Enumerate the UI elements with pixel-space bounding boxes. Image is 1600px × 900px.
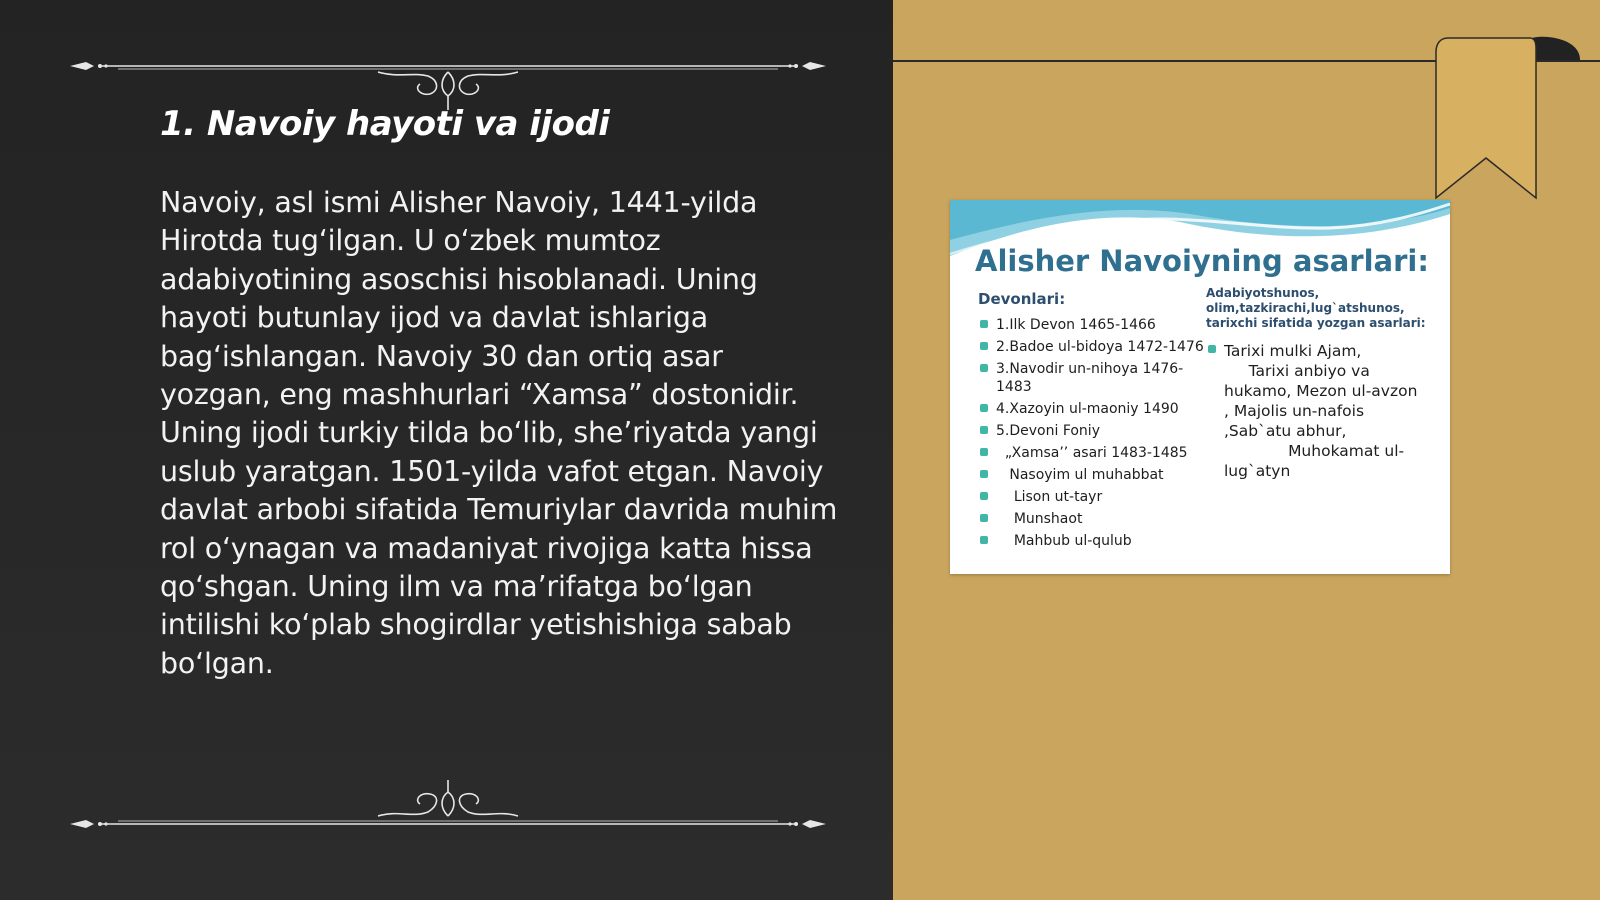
list-item: „Xamsa’’ asari 1483-1485 — [978, 444, 1208, 462]
list-item: Nasoyim ul muhabbat — [978, 466, 1208, 484]
bullet-icon — [1208, 345, 1216, 353]
devonlar-column — [978, 290, 1208, 554]
bullet-icon — [980, 426, 988, 434]
list-item: 3.Navodir un-nihoya 1476-1483 — [978, 360, 1208, 396]
list-item: Mahbub ul-qulub — [978, 532, 1208, 550]
slide-body-text: Navoiy, asl ismi Alisher Navoiy, 1441-yilda Hirotda tug‘ilgan. U o‘zbek mumtoz adabiyotining asoschisi hisoblanadi. Uning hayoti butunlay ijod va davlat ishlariga bag‘ishlangan. Navoiy 30 dan ortiq asar yozgan, eng mashhurlari “Xamsa” dostonidir. Uning ijodi turkiy tilda bo‘lib, she’riyatda yangi uslub yaratgan. 1501-yilda vafot etgan. Navoiy davlat arbobi sifatida Temuriylar davrida muhim rol o‘ynagan va madaniyat rivojiga katta hissa qo‘shgan. Uning ilm va ma’rifatga bo‘lgan intilishi ko‘plab shogirdlar yetishishiga sabab bo‘lgan. — [160, 186, 838, 680]
list-item: 5.Devoni Foniy — [978, 422, 1208, 440]
list-item: Lison ut-tayr — [978, 488, 1208, 506]
bullet-icon — [980, 492, 988, 500]
bullet-icon — [980, 448, 988, 456]
scholarly-works-text: Tarixi mulki Ajam, Tarixi anbiyo va hukamo, Mezon ul-avzon , Majolis un-nafois ,Sab`atu abhur, Muhokamat ul-lug`atyn — [1206, 341, 1434, 481]
bullet-icon — [980, 470, 988, 478]
list-item: 1.Ilk Devon 1465-1466 — [978, 316, 1208, 334]
navoiy-works-slide-image — [950, 200, 1450, 574]
list-item: 2.Badoe ul-bidoya 1472-1476 — [978, 338, 1208, 356]
bullet-icon — [980, 404, 988, 412]
devonlar-list — [978, 316, 1208, 550]
bookmark-ribbon-icon — [1430, 32, 1600, 202]
bullet-icon — [980, 342, 988, 350]
image-slide-title: Alisher Navoiyning asarlari: — [975, 244, 1429, 278]
bottom-ornament-divider — [68, 774, 828, 834]
top-ornament-divider — [68, 38, 828, 98]
bullet-icon — [980, 514, 988, 522]
bullet-icon — [980, 536, 988, 544]
list-item: Munshaot — [978, 510, 1208, 528]
bullet-icon — [980, 364, 988, 372]
scholarly-works-column — [1206, 286, 1434, 481]
list-item: 4.Xazoyin ul-maoniy 1490 — [978, 400, 1208, 418]
scholarly-works-heading: Adabiyotshunos, olim,tazkirachi,lug`atshunos, tarixchi sifatida yozgan asarlari: — [1206, 286, 1426, 330]
slide-title: 1. Navoiy hayoti va ijodi — [160, 104, 610, 144]
bullet-icon — [980, 320, 988, 328]
devonlar-heading: Devonlari: — [978, 290, 1066, 308]
